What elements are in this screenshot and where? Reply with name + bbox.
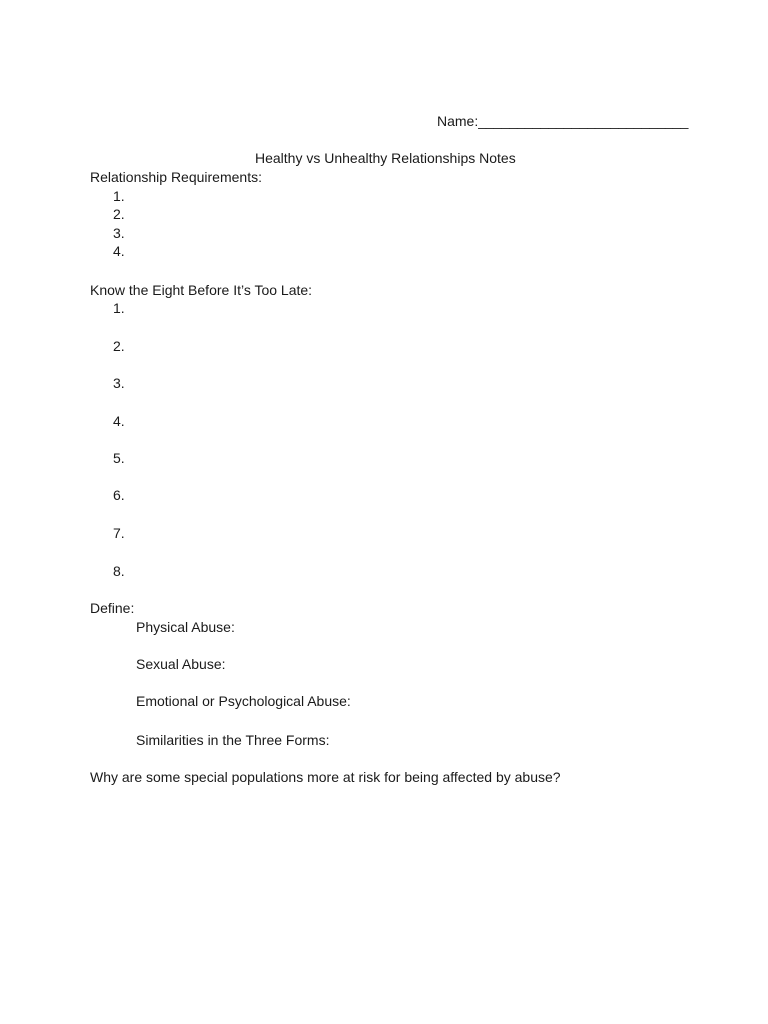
- risk-question: Why are some special populations more at risk for being affected by abuse?: [90, 769, 561, 785]
- eight-heading: Know the Eight Before It’s Too Late:: [90, 282, 313, 298]
- requirement-item-4: 4.: [113, 243, 125, 259]
- define-heading: Define:: [90, 600, 135, 616]
- requirement-item-3: 3.: [113, 225, 125, 241]
- name-field-label: Name:___________________________: [437, 113, 689, 129]
- define-term-physical: Physical Abuse:: [136, 619, 235, 635]
- requirement-item-1: 1.: [113, 188, 125, 204]
- define-term-sexual: Sexual Abuse:: [136, 656, 226, 672]
- eight-item-2: 2.: [113, 338, 125, 354]
- eight-item-4: 4.: [113, 413, 125, 429]
- eight-item-3: 3.: [113, 375, 125, 391]
- define-term-similarities: Similarities in the Three Forms:: [136, 732, 330, 748]
- eight-item-1: 1.: [113, 300, 125, 316]
- page-title: Healthy vs Unhealthy Relationships Notes: [255, 150, 516, 166]
- requirement-item-2: 2.: [113, 206, 125, 222]
- eight-item-7: 7.: [113, 525, 125, 541]
- eight-item-6: 6.: [113, 487, 125, 503]
- eight-item-8: 8.: [113, 563, 125, 579]
- define-term-emotional: Emotional or Psychological Abuse:: [136, 693, 351, 709]
- eight-item-5: 5.: [113, 450, 125, 466]
- requirements-heading: Relationship Requirements:: [90, 169, 262, 185]
